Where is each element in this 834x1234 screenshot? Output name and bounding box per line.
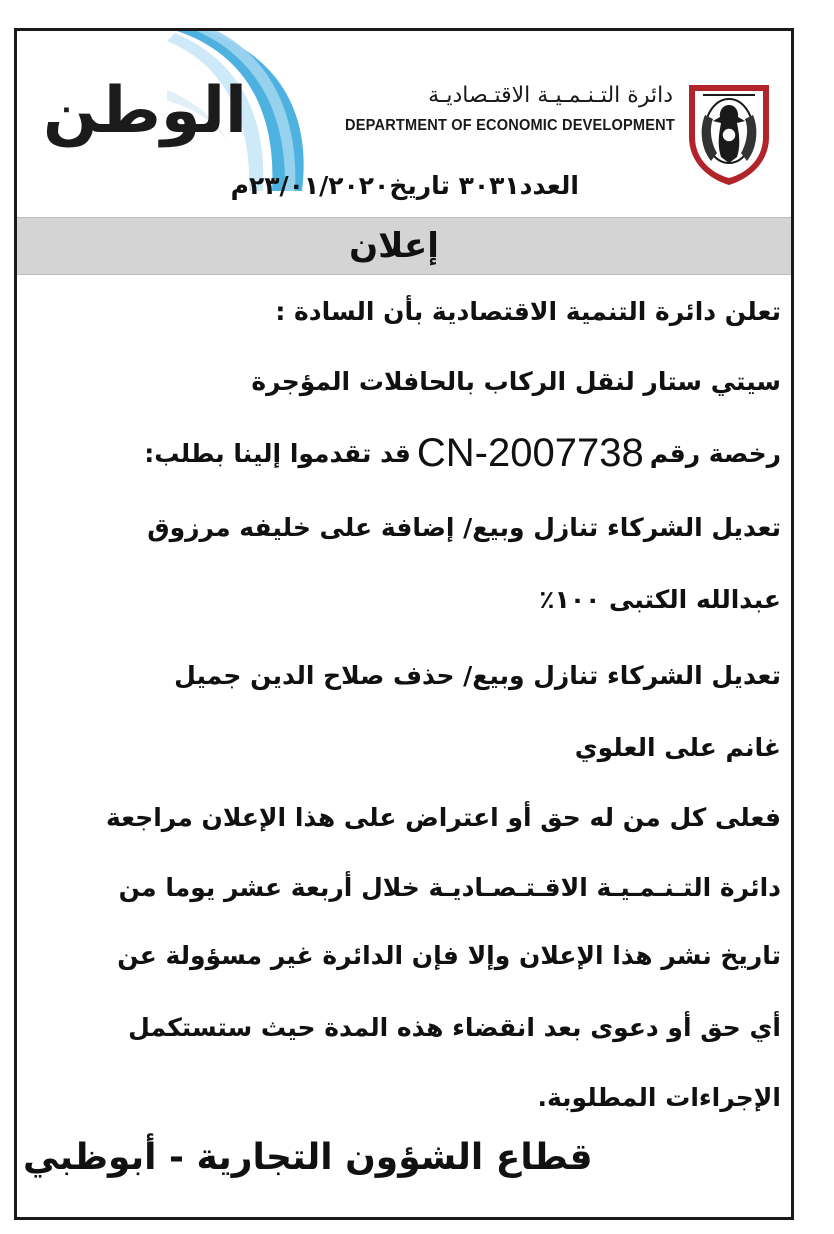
alwatan-logo: الوطن [43,74,247,148]
department-name-arabic: دائرة التـنـمـيـة الاقتـصاديـة [428,83,673,108]
body-line-5: عبدالله الكتبى ١٠٠٪ [539,585,781,614]
body-line-3 [144,431,781,476]
license-number: CN-2007738 [416,431,644,475]
department-name-english: DEPARTMENT OF ECONOMIC DEVELOPMENT [345,117,675,134]
license-request-text: قد تقدموا إلينا بطلب: [144,439,411,468]
footer-sector-name: قطاع الشؤون التجارية - أبوظبي [23,1137,593,1178]
issue-number-date: العدد٣٠٣١ تاريخ٢٣/٠١/٢٠٢٠م [230,171,579,200]
body-line-4: تعديل الشركاء تنازل وبيع/ إضافة على خليفه مرزوق [147,513,781,542]
body-line-10: تاريخ نشر هذا الإعلان وإلا فإن الدائرة غير مسؤولة عن [117,941,781,970]
body-line-12: الإجراءات المطلوبة. [537,1083,781,1112]
body-line-6: تعديل الشركاء تنازل وبيع/ حذف صلاح الدين جميل [174,661,781,690]
announcement-frame [14,28,794,1220]
body-line-7: غانم على العلوي [574,733,781,762]
body-line-11: أي حق أو دعوى بعد انقضاء هذه المدة حيث ستستكمل [128,1013,781,1042]
body-line-1: تعلن دائرة التنمية الاقتصادية بأن السادة : [275,297,781,326]
title-bar [17,217,791,275]
body-line-2: سيتي ستار لنقل الركاب بالحافلات المؤجرة [251,367,781,396]
announcement-title: إعلان [349,226,439,266]
license-label: رخصة رقم [649,439,781,468]
falcon-emblem-icon [683,75,775,187]
body-line-8: فعلى كل من له حق أو اعتراض على هذا الإعلان مراجعة [105,803,781,832]
body-line-9: دائرة التـنـمـيـة الاقـتـصـاديـة خلال أربعة عشر يوما من [118,873,781,902]
